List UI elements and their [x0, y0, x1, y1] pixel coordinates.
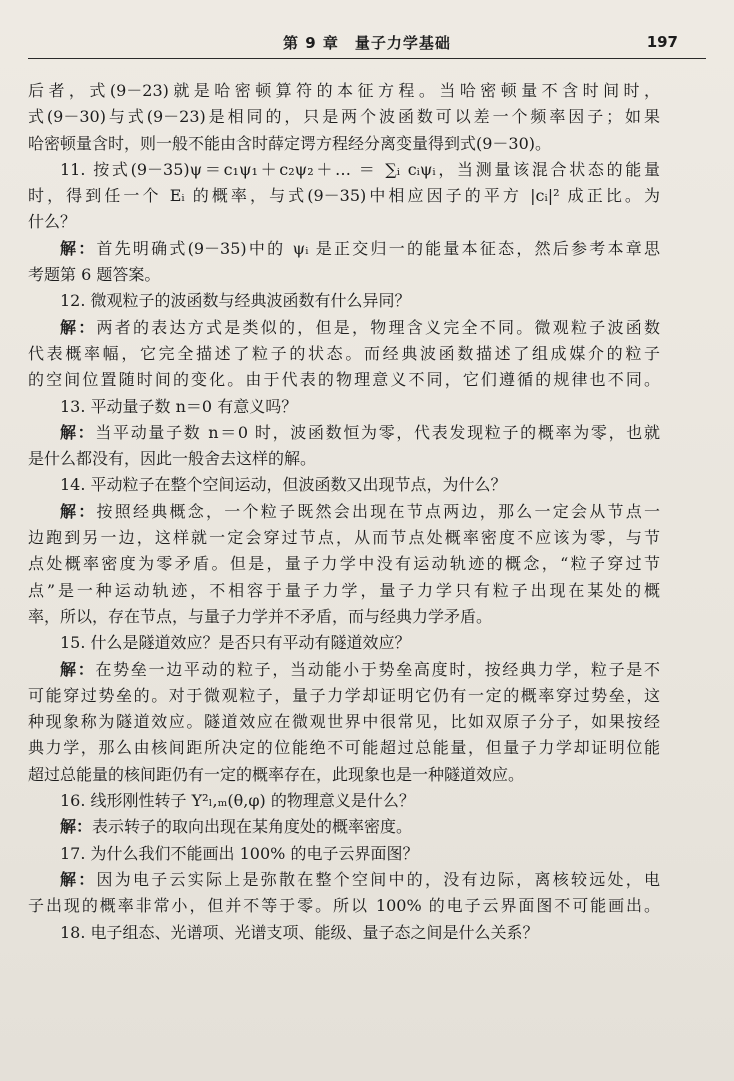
text-line	[28, 630, 660, 656]
text-line	[28, 551, 660, 577]
line-text: 点”是一种运动轨迹，不相容于量子力学，量子力学只有粒子出现在某处的概	[28, 580, 660, 600]
line-text: 考题第 6 题答案。	[28, 265, 161, 285]
line-text: 首先明确式(9－35)中的 ψᵢ 是正交归一的能量本征态，然后参考本章思	[96, 238, 660, 258]
line-text: 点处概率密度为零矛盾。但是，量子力学中没有运动轨迹的概念，“粒子穿过节	[28, 554, 660, 574]
text-line	[28, 78, 660, 104]
page-number: 197	[646, 33, 678, 51]
text-line	[28, 525, 660, 551]
line-text: 的空间位置随时间的变化。由于代表的物理意义不同，它们遵循的规律也不同。	[28, 370, 660, 390]
line-text: 哈密顿量含时，则一般不能由含时薛定谔方程经分离变量得到式(9－30)。	[28, 133, 552, 153]
chapter-title: 第 9 章 量子力学基础	[283, 34, 451, 52]
line-text: 什么？	[28, 212, 77, 232]
text-line	[28, 446, 660, 472]
text-line	[28, 841, 660, 867]
text-line	[28, 420, 660, 446]
line-text: 当平动量子数 n＝0 时，波函数恒为零，代表发现粒子的概率为零，也就	[95, 422, 660, 442]
text-line	[28, 236, 660, 262]
line-text: 15. 什么是隧道效应？是否只有平动有隧道效应？	[60, 633, 411, 653]
text-line	[28, 262, 660, 288]
text-line	[28, 104, 660, 130]
line-text: 种现象称为隧道效应。隧道效应在微观世界中很常见，比如双原子分子，如果按经	[28, 712, 660, 732]
line-text: 子出现的概率非常小，但并不等于零。所以 100% 的电子云界面图不可能画出。	[28, 896, 660, 916]
line-text: 可能穿过势垒的。对于微观粒子，量子力学却证明它仍有一定的概率穿过势垒，这	[28, 685, 660, 705]
line-text: 在势垒一边平动的粒子，当动能小于势垒高度时，按经典力学，粒子是不	[95, 659, 660, 679]
line-text: 16. 线形刚性转子 Y²ₗ,ₘ(θ,φ) 的物理意义是什么？	[60, 791, 415, 811]
line-text: 代表概率幅，它完全描述了粒子的状态。而经典波函数描述了组成媒介的粒子	[28, 343, 660, 363]
answer-label: 解：	[60, 422, 96, 442]
text-line	[28, 499, 660, 525]
line-text: 边跑到另一边，这样就一定会穿过节点，从而节点处概率密度不应该为零，与节	[28, 528, 660, 548]
text-line	[28, 762, 660, 788]
text-line	[28, 183, 660, 209]
line-text: 因为电子云实际上是弥散在整个空间中的，没有边际，离核较远处，电	[96, 869, 660, 889]
line-text: 时，得到任一个 Eᵢ 的概率，与式(9－35)中相应因子的平方 |cᵢ|² 成正比。为	[28, 186, 660, 206]
text-line	[28, 709, 660, 735]
answer-label: 解：	[60, 869, 97, 889]
line-text: 超过总能量的核间距仍有一定的概率存在，此现象也是一种隧道效应。	[28, 764, 525, 784]
line-text: 13. 平动量子数 n＝0 有意义吗？	[60, 396, 298, 416]
text-line	[28, 657, 660, 683]
text-line	[28, 157, 660, 183]
text-line	[28, 394, 660, 420]
answer-label: 解：	[60, 817, 93, 837]
text-line	[28, 814, 660, 840]
running-header	[28, 28, 706, 59]
text-line	[28, 788, 660, 814]
line-text: 表示转子的取向出现在某角度处的概率密度。	[92, 817, 413, 837]
text-line	[28, 735, 660, 761]
answer-label: 解：	[60, 317, 97, 337]
text-line	[28, 920, 660, 946]
text-line	[28, 341, 660, 367]
line-text: 14. 平动粒子在整个空间运动，但波函数又出现节点，为什么？	[60, 475, 507, 495]
line-text: 典力学，那么由核间距所决定的位能绝不可能超过总能量，但量子力学却证明位能	[28, 738, 660, 758]
text-line	[28, 893, 660, 919]
line-text: 后者，式(9－23)就是哈密顿算符的本征方程。当哈密顿量不含时间时，	[28, 81, 660, 100]
line-text: 两者的表达方式是类似的，但是，物理含义完全不同。微观粒子波函数	[96, 317, 660, 337]
line-text: 率，所以，存在节点，与量子力学并不矛盾，而与经典力学矛盾。	[28, 606, 493, 626]
line-text: 11. 按式(9－35)ψ＝c₁ψ₁＋c₂ψ₂＋… ＝ ∑ᵢ cᵢψᵢ，当测量该混合状态的能量	[60, 159, 660, 179]
text-line	[28, 472, 660, 498]
page-body	[28, 78, 660, 946]
text-line	[28, 288, 660, 314]
text-line	[28, 315, 660, 341]
text-line	[28, 578, 660, 604]
text-line	[28, 367, 660, 393]
text-line	[28, 131, 660, 157]
text-line	[28, 604, 660, 630]
text-line	[28, 683, 660, 709]
line-text: 按照经典概念，一个粒子既然会出现在节点两边，那么一定会从节点一	[96, 501, 660, 521]
answer-label: 解：	[60, 501, 97, 521]
answer-label: 解：	[60, 659, 96, 679]
line-text: 18. 电子组态、光谱项、光谱支项、能级、量子态之间是什么关系？	[60, 922, 539, 942]
line-text: 12. 微观粒子的波函数与经典波函数有什么异同？	[60, 291, 411, 311]
text-line	[28, 867, 660, 893]
text-line	[28, 209, 660, 235]
line-text: 17. 为什么我们不能画出 100% 的电子云界面图？	[60, 843, 419, 863]
answer-label: 解：	[60, 238, 97, 258]
line-text: 式(9－30)与式(9－23)是相同的，只是两个波函数可以差一个频率因子；如果	[28, 107, 660, 127]
line-text: 是什么都没有，因此一般舍去这样的解。	[28, 449, 317, 469]
